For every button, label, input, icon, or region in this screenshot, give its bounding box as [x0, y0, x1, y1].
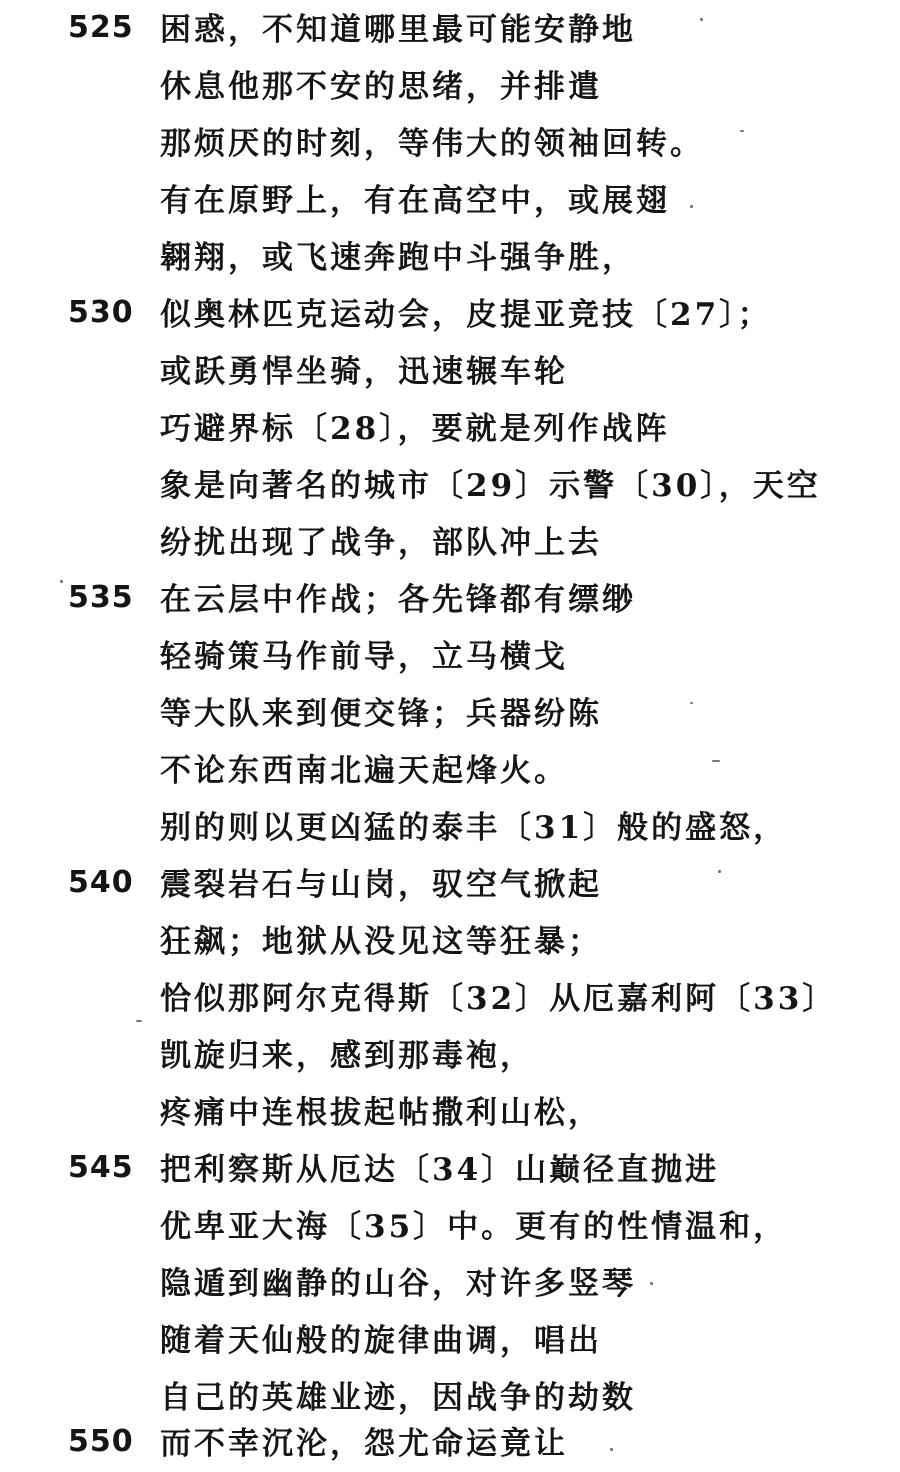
line-text: 狂飙；地狱从没见这等狂暴； [160, 924, 602, 960]
poem-line [0, 2, 900, 58]
poem-line [0, 458, 900, 514]
poem-line [0, 1142, 900, 1198]
scan-speck [700, 18, 703, 21]
scan-speck [650, 1282, 653, 1285]
poem-line [0, 515, 900, 571]
poem-line [0, 116, 900, 172]
poem-line [0, 629, 900, 685]
poem-line [0, 230, 900, 286]
line-text: 象是向著名的城市〔29〕示警〔30〕，天空 [160, 468, 821, 504]
poem-line [0, 914, 900, 970]
line-text: 巧避界标〔28〕，要就是列作战阵 [160, 411, 670, 447]
poem-line [0, 1416, 900, 1472]
line-text: 震裂岩石与山岗，驭空气掀起 [160, 867, 602, 903]
line-text: 或跃勇悍坐骑，迅速辗车轮 [160, 354, 568, 390]
scan-speck [718, 870, 721, 873]
scan-speck [136, 1020, 142, 1022]
line-text: 纷扰出现了战争，部队冲上去 [160, 525, 602, 561]
line-text: 困惑，不知道哪里最可能安静地 [160, 12, 636, 48]
line-text: 优卑亚大海〔35〕中。更有的性情温和， [160, 1209, 788, 1245]
poem-line [0, 1085, 900, 1141]
poem-line [0, 59, 900, 115]
poem-line [0, 857, 900, 913]
poem-line [0, 401, 900, 457]
line-number: 535 [68, 580, 134, 615]
poem-line [0, 686, 900, 742]
poem-line [0, 800, 900, 856]
line-text: 有在原野上，有在高空中，或展翅 [160, 183, 670, 219]
poem-line [0, 287, 900, 343]
line-text: 别的则以更凶猛的泰丰〔31〕般的盛怒， [160, 810, 788, 846]
line-text: 疼痛中连根拔起帖撒利山松， [160, 1095, 602, 1131]
scan-speck [690, 702, 693, 704]
poem-line [0, 1313, 900, 1369]
line-text: 不论东西南北遍天起烽火。 [160, 753, 568, 789]
line-text: 翱翔，或飞速奔跑中斗强争胜， [160, 240, 636, 276]
line-number: 545 [68, 1150, 134, 1185]
line-number: 530 [68, 295, 134, 330]
line-number: 550 [68, 1424, 134, 1459]
line-text: 而不幸沉沦，怨尤命运竟让 [160, 1426, 568, 1462]
line-number: 525 [68, 10, 134, 45]
line-text: 随着天仙般的旋律曲调，唱出 [160, 1323, 602, 1359]
scan-speck [740, 130, 744, 132]
poem-line [0, 971, 900, 1027]
line-text: 隐遁到幽静的山谷，对许多竖琴 [160, 1266, 636, 1302]
line-text: 休息他那不安的思绪，并排遣 [160, 69, 602, 105]
line-text: 自己的英雄业迹，因战争的劫数 [160, 1380, 636, 1416]
poem-line [0, 1199, 900, 1255]
poem-line [0, 173, 900, 229]
line-text: 轻骑策马作前导，立马横戈 [160, 639, 568, 675]
line-text: 等大队来到便交锋；兵器纷陈 [160, 696, 602, 732]
line-text: 那烦厌的时刻，等伟大的领袖回转。 [160, 126, 704, 162]
line-number: 540 [68, 865, 134, 900]
poem-line [0, 743, 900, 799]
poem-line [0, 1028, 900, 1084]
scan-speck [690, 205, 693, 208]
scan-speck [610, 1448, 613, 1451]
poem-line [0, 344, 900, 400]
line-text: 似奥林匹克运动会，皮提亚竞技〔27〕； [160, 297, 772, 333]
poem-line [0, 1256, 900, 1312]
scan-speck [60, 580, 63, 583]
line-text: 在云层中作战；各先锋都有缥缈 [160, 582, 636, 618]
line-text: 恰似那阿尔克得斯〔32〕从厄嘉利阿〔33〕 [160, 981, 837, 1017]
line-text: 凯旋归来，感到那毒袍， [160, 1038, 534, 1074]
poem-line [0, 572, 900, 628]
scan-speck [712, 760, 720, 762]
line-text: 把利察斯从厄达〔34〕山巅径直抛进 [160, 1152, 720, 1188]
